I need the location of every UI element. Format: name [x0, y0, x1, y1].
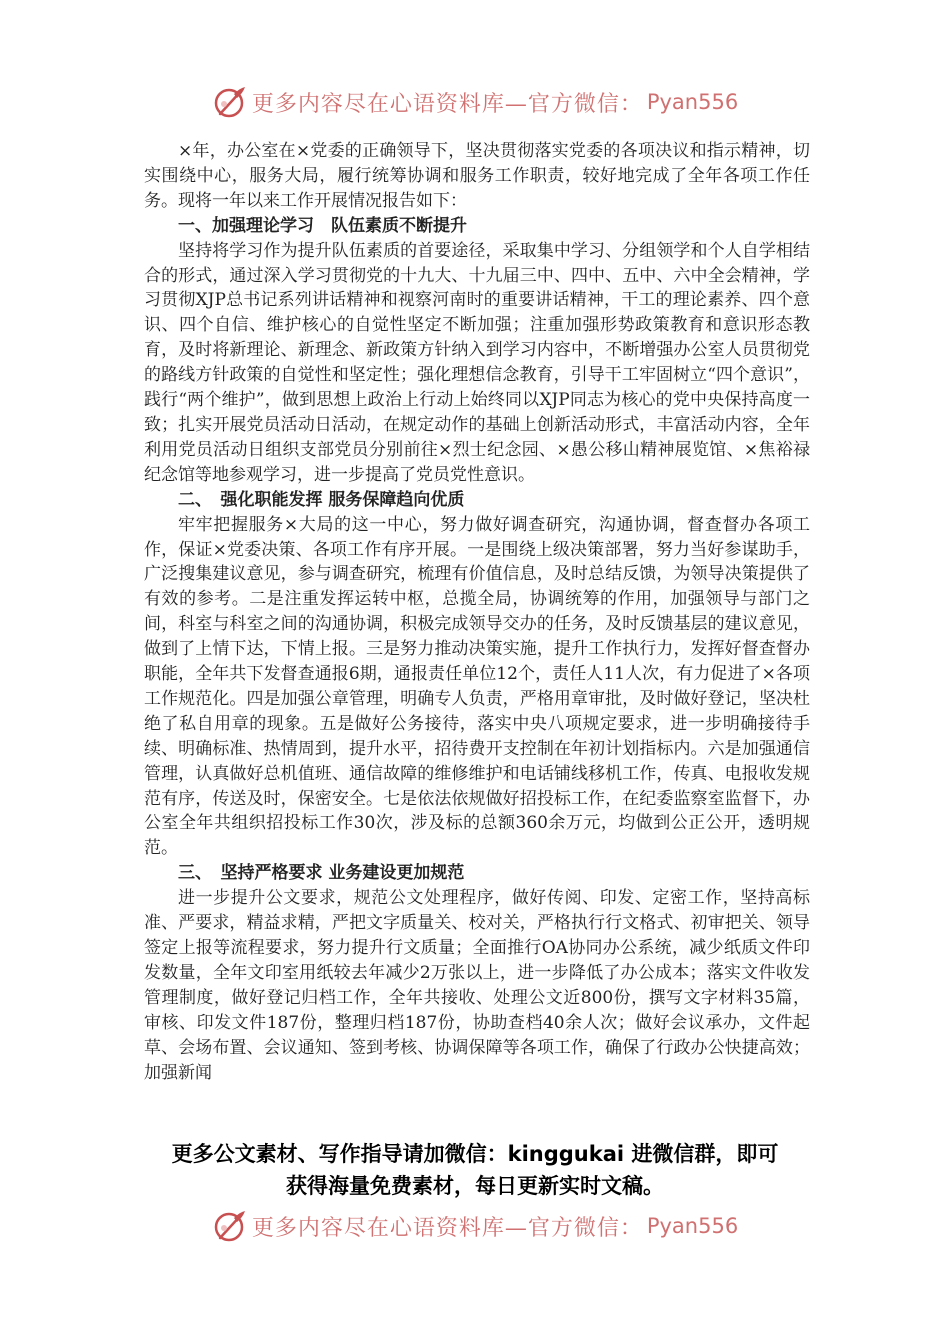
intro-paragraph: ×年，办公室在×党委的正确领导下，坚决贯彻落实党委的各项决议和指示精神，切实围绕中心，服务大局，履行统筹协调和服务工作职责，较好地完成了全年各项工作任务。现将一年以来工作开展情况报告如下：	[144, 141, 810, 211]
section-3-body: 进一步提升公文要求，规范公文处理程序，做好传阅、印发、定密工作，坚持高标准、严要求，精益求精，严把文字质量关、校对关，严格执行行文格式、初审把关、领导签定上报等流程要求，努力提升行文质量；全面推行OA协同办公系统，减少纸质文件印发数量，全年文印室用纸较去年减少2万张以上，进一步降低了办公成本；落实文件收发管理制度，做好登记归档工作，全年共接收、处理公文近800份，撰写文字材料35篇，审核、印发文件187份，整理归档187份，协助查档40余人次；做好会议承办，文件起草、会场布置、会议通知、签到考核、协调保障等各项工作，确保了行政办公快捷高效；加强新闻	[144, 888, 810, 1083]
footer-banner	[0, 1206, 950, 1246]
section-2-body: 牢牢把握服务×大局的这一中心，努力做好调查研究，沟通协调，督查督办各项工作，保证×党委决策、各项工作有序开展。一是围绕上级决策部署，努力当好参谋助手，广泛搜集建议意见，参与调查研究，梳理有价值信息，及时总结反馈，为领导决策提供了有效的参考。二是注重发挥运转中枢，总揽全局，协调统筹的作用，加强领导与部门之间，科室与科室之间的沟通协调，积极完成领导交办的任务，及时反馈基层的建议意见，做到了上情下达，下情上报。三是努力推动决策实施，提升工作执行力，发挥好督查督办职能，全年共下发督查通报6期，通报责任单位12个，责任人11人次，有力促进了×各项工作规范化。四是加强公章管理，明确专人负责，严格用章审批，及时做好登记，坚决杜绝了私自用章的现象。五是做好公务接待，落实中央八项规定要求，进一步明确接待手续、明确标准、热情周到，提升水平，招待费开支控制在年初计划指标内。六是加强通信管理，认真做好总机值班、通信故障的维修维护和电话铺线移机工作，传真、电报收发规范有序，传送及时，保密安全。七是依法依规做好招投标工作，在纪委监察室监督下，办公室全年共组织招投标工作30次，涉及标的总额360余万元，均做到公正公开，透明规范。	[144, 514, 810, 859]
section-3-heading: 三、 坚持严格要求 业务建设更加规范	[178, 863, 465, 884]
section-1-heading: 一、加强理论学习 队伍素质不断提升	[178, 215, 467, 236]
promo-line-1: 更多公文素材、写作指导请加微信：kinggukai 进微信群，即可	[171, 1142, 779, 1166]
document-body	[144, 139, 810, 1085]
quill-logo-icon	[212, 1208, 248, 1244]
footer-banner-wechat-id: Pyan556	[646, 1214, 739, 1238]
header-banner-text: 更多内容尽在心语资料库—官方微信：	[251, 91, 643, 117]
section-1-body: 坚持将学习作为提升队伍素质的首要途径，采取集中学习、分组领学和个人自学相结合的形式，通过深入学习贯彻党的十九大、十九届三中、四中、五中、六中全会精神，学习贯彻XJP总书记系列讲话精神和视察河南时的重要讲话精神，干工的理论素养、四个意识、四个自信、维护核心的自觉性坚定不断加强；注重加强形势政策教育和意识形态教育，及时将新理论、新理念、新政策方针纳入到学习内容中，不断增强办公室人员贯彻党的路线方针政策的自觉性和坚定性；强化理想信念教育，引导干工牢固树立“四个意识”，践行“两个维护”，做到思想上政治上行动上始终同以XJP同志为核心的党中央保持高度一致；扎实开展党员活动日活动，在规定动作的基础上创新活动形式，丰富活动内容，全年利用党员活动日组织支部党员分别前往×烈士纪念园、×愚公移山精神展览馆、×焦裕禄纪念馆等地参观学习，进一步提高了党员党性意识。	[144, 240, 810, 485]
promo-line-2: 获得海量免费素材，每日更新实时文稿。	[286, 1174, 664, 1198]
footer-banner-text: 更多内容尽在心语资料库—官方微信：	[251, 1215, 643, 1241]
header-banner	[0, 82, 950, 122]
header-banner-wechat-id: Pyan556	[646, 90, 739, 114]
promo-notice	[0, 1138, 950, 1202]
section-2-heading: 二、 强化职能发挥 服务保障趋向优质	[178, 489, 465, 510]
quill-logo-icon	[212, 84, 248, 120]
